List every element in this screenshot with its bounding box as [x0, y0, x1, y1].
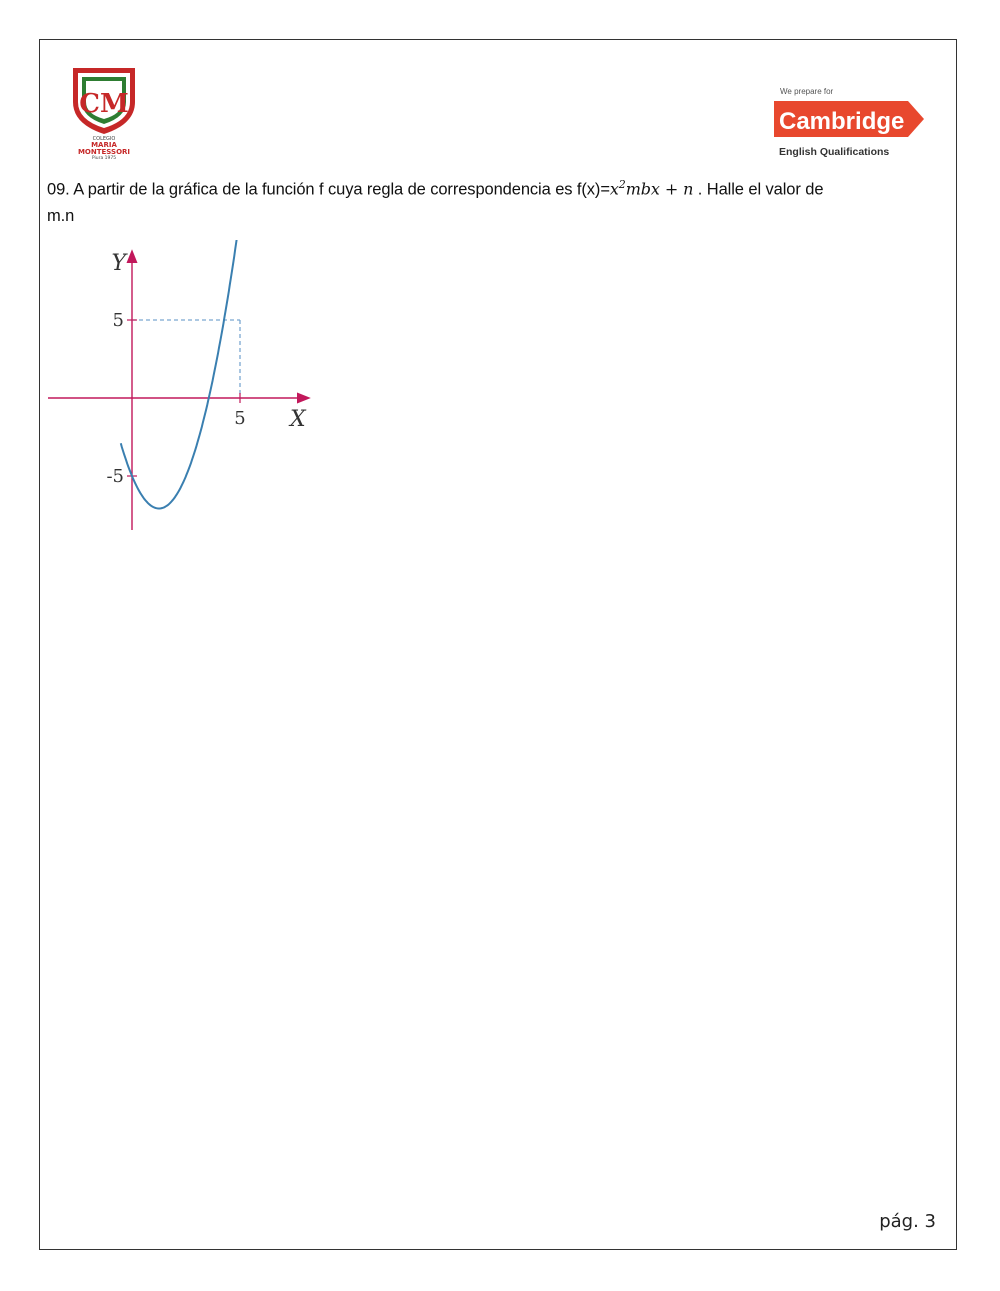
- cambridge-subtitle: English Qualifications: [779, 146, 890, 158]
- svg-text:MARIA: MARIA: [91, 141, 117, 149]
- y-tick-label-5: 5: [112, 310, 124, 331]
- question-suffix: . Halle el valor de: [693, 180, 824, 199]
- svg-text:COLEGIO: COLEGIO: [92, 136, 116, 142]
- y-axis-label: Y: [111, 251, 126, 276]
- svg-text:MONTESSORI: MONTESSORI: [77, 148, 131, 156]
- page-number: pág. 3: [879, 1211, 936, 1232]
- cambridge-brand: Cambridge: [779, 108, 905, 135]
- x-tick-label-5: 5: [234, 408, 246, 429]
- question-line2: m.n: [47, 206, 75, 225]
- cambridge-logo: [774, 84, 930, 160]
- question-text: [47, 172, 947, 229]
- question-prefix: 09. A partir de la gráfica de la función f cuya regla de correspondencia es f(x)=: [47, 180, 610, 199]
- parabola-curve: [121, 240, 240, 509]
- cambridge-tagline: We prepare for: [780, 87, 834, 96]
- school-logo-initials: CM: [79, 89, 129, 119]
- x-axis-label: X: [290, 407, 306, 432]
- formula-exponent: 2: [618, 178, 626, 191]
- parabola-graph: [40, 240, 330, 540]
- y-tick-label-minus5: -5: [106, 466, 124, 487]
- formula-x: x: [609, 179, 619, 199]
- svg-text:Piura 1975: Piura 1975: [91, 156, 117, 160]
- formula-rest: mbx + n: [625, 179, 694, 199]
- school-logo: [63, 62, 145, 160]
